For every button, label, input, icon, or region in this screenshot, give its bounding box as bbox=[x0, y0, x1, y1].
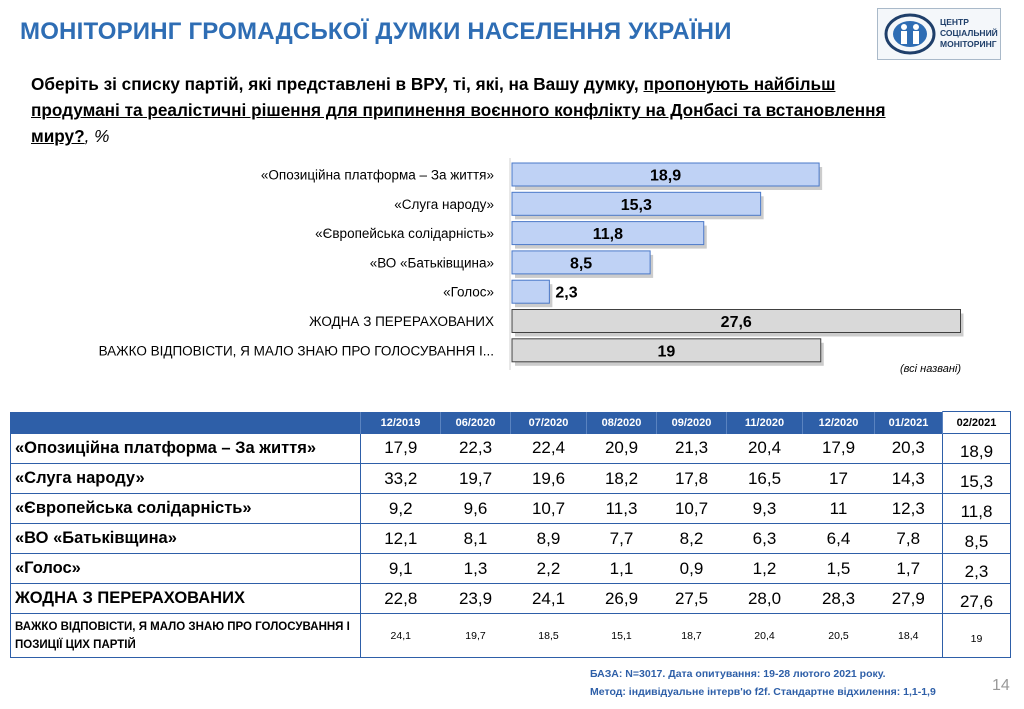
table-cell: 19,6 bbox=[511, 464, 587, 494]
table-cell: 27,5 bbox=[657, 584, 727, 614]
table-cell: 12,3 bbox=[875, 494, 943, 524]
table-cell: 8,1 bbox=[441, 524, 511, 554]
row-label: «Слуга народу» bbox=[11, 464, 361, 494]
table-cell: 20,5 bbox=[803, 614, 875, 658]
table-cell: 16,5 bbox=[727, 464, 803, 494]
table-cell: 14,3 bbox=[875, 464, 943, 494]
category-label: «ВО «Батьківщина» bbox=[369, 255, 494, 271]
table-cell: 2,2 bbox=[511, 554, 587, 584]
table-cell: 18,9 bbox=[943, 434, 1011, 464]
table-cell: 20,4 bbox=[727, 614, 803, 658]
table-cell: 2,3 bbox=[943, 554, 1011, 584]
bar-chart bbox=[0, 158, 1024, 378]
table-cell: 10,7 bbox=[511, 494, 587, 524]
table-cell: 11,3 bbox=[587, 494, 657, 524]
logo-text bbox=[940, 17, 998, 50]
table-cell: 27,6 bbox=[943, 584, 1011, 614]
table-cell: 15,3 bbox=[943, 464, 1011, 494]
category-label: «Європейська солідарність» bbox=[315, 226, 494, 242]
table-cell: 19,7 bbox=[441, 464, 511, 494]
table-cell: 19,7 bbox=[441, 614, 511, 658]
table-cell: 9,2 bbox=[361, 494, 441, 524]
table-cell: 1,3 bbox=[441, 554, 511, 584]
table-cell: 17,8 bbox=[657, 464, 727, 494]
table-cell: 10,7 bbox=[657, 494, 727, 524]
table-cell: 17 bbox=[803, 464, 875, 494]
logo-line: ЦЕНТР bbox=[940, 17, 969, 27]
table-cell: 19 bbox=[943, 614, 1011, 658]
column-header: 06/2020 bbox=[441, 412, 511, 434]
table-cell: 1,5 bbox=[803, 554, 875, 584]
value-label: 11,8 bbox=[592, 226, 624, 244]
table-row bbox=[11, 464, 1011, 494]
value-label: 18,9 bbox=[649, 167, 682, 185]
table-cell: 28,0 bbox=[727, 584, 803, 614]
table-cell: 1,7 bbox=[875, 554, 943, 584]
table-cell: 18,5 bbox=[511, 614, 587, 658]
row-label: «ВО «Батьківщина» bbox=[11, 524, 361, 554]
table-cell: 6,3 bbox=[727, 524, 803, 554]
column-header: 01/2021 bbox=[875, 412, 943, 434]
logo-line: СОЦІАЛЬНИЙ bbox=[940, 28, 998, 38]
table-cell: 1,2 bbox=[727, 554, 803, 584]
table-corner-cell bbox=[11, 412, 361, 434]
question-part: Оберіть зі списку партій, які представлені в ВРУ, ті, які, на Вашу думку, bbox=[31, 74, 644, 94]
logo bbox=[877, 8, 1001, 60]
table-cell: 18,4 bbox=[875, 614, 943, 658]
row-label: «Голос» bbox=[11, 554, 361, 584]
table-cell: 9,3 bbox=[727, 494, 803, 524]
column-header: 07/2020 bbox=[511, 412, 587, 434]
column-header: 12/2020 bbox=[803, 412, 875, 434]
question-text bbox=[31, 71, 891, 149]
value-label: 19 bbox=[657, 343, 676, 361]
row-label: ВАЖКО ВІДПОВІСТИ, Я МАЛО ЗНАЮ ПРО ГОЛОСУВАННЯ І ПОЗИЦІЇ ЦИХ ПАРТІЙ bbox=[11, 614, 361, 658]
table-cell: 20,3 bbox=[875, 434, 943, 464]
table-cell: 20,9 bbox=[587, 434, 657, 464]
table-cell: 17,9 bbox=[361, 434, 441, 464]
column-header: 12/2019 bbox=[361, 412, 441, 434]
table-cell: 1,1 bbox=[587, 554, 657, 584]
page-title: МОНІТОРИНГ ГРОМАДСЬКОЇ ДУМКИ НАСЕЛЕННЯ УКРАЇНИ bbox=[20, 18, 732, 45]
chart-note: (всі названі) bbox=[900, 363, 961, 375]
table-cell: 9,1 bbox=[361, 554, 441, 584]
column-header: 11/2020 bbox=[727, 412, 803, 434]
table-cell: 15,1 bbox=[587, 614, 657, 658]
footer-base: БАЗА: N=3017. Дата опитування: 19-28 лютого 2021 року. bbox=[590, 668, 886, 680]
table-cell: 23,9 bbox=[441, 584, 511, 614]
row-label: «Європейська солідарність» bbox=[11, 494, 361, 524]
column-header: 09/2020 bbox=[657, 412, 727, 434]
table-cell: 27,9 bbox=[875, 584, 943, 614]
table-cell: 22,8 bbox=[361, 584, 441, 614]
table-cell: 20,4 bbox=[727, 434, 803, 464]
table-cell: 22,4 bbox=[511, 434, 587, 464]
table-body bbox=[11, 434, 1011, 658]
table-row bbox=[11, 584, 1011, 614]
table-cell: 28,3 bbox=[803, 584, 875, 614]
table-row bbox=[11, 554, 1011, 584]
category-label: «Слуга народу» bbox=[394, 196, 494, 212]
row-label: «Опозиційна платформа – За життя» bbox=[11, 434, 361, 464]
table-cell: 7,8 bbox=[875, 524, 943, 554]
table-header-row bbox=[11, 412, 1011, 434]
table-cell: 11,8 bbox=[943, 494, 1011, 524]
table-cell: 7,7 bbox=[587, 524, 657, 554]
logo-line: МОНІТОРИНГ bbox=[940, 39, 997, 49]
table-row bbox=[11, 524, 1011, 554]
data-table bbox=[10, 411, 1011, 658]
table-cell: 18,2 bbox=[587, 464, 657, 494]
value-label: 8,5 bbox=[569, 255, 593, 273]
category-label: ВАЖКО ВІДПОВІСТИ, Я МАЛО ЗНАЮ ПРО ГОЛОСУВАННЯ І... bbox=[98, 343, 494, 359]
question-suffix: , % bbox=[84, 126, 110, 146]
table-cell: 26,9 bbox=[587, 584, 657, 614]
column-header: 08/2020 bbox=[587, 412, 657, 434]
table-row bbox=[11, 494, 1011, 524]
table-cell: 18,7 bbox=[657, 614, 727, 658]
table-cell: 22,3 bbox=[441, 434, 511, 464]
value-label: 2,3 bbox=[555, 284, 578, 302]
footer bbox=[590, 665, 936, 701]
footer-method: Метод: індивідуальне інтерв'ю f2f. Стандартне відхилення: 1,1-1,9 bbox=[590, 686, 936, 698]
table-cell: 33,2 bbox=[361, 464, 441, 494]
category-label: «Опозиційна платформа – За життя» bbox=[260, 167, 494, 183]
logo-icon bbox=[884, 13, 936, 55]
column-header: 02/2021 bbox=[943, 412, 1011, 434]
table-cell: 11 bbox=[803, 494, 875, 524]
category-label: «Голос» bbox=[443, 284, 494, 300]
table-cell: 8,5 bbox=[943, 524, 1011, 554]
page-number: 14 bbox=[992, 677, 1010, 694]
value-label: 15,3 bbox=[620, 196, 652, 214]
table-cell: 21,3 bbox=[657, 434, 727, 464]
table-cell: 8,9 bbox=[511, 524, 587, 554]
row-label: ЖОДНА З ПЕРЕРАХОВАНИХ bbox=[11, 584, 361, 614]
table-cell: 6,4 bbox=[803, 524, 875, 554]
bar bbox=[512, 280, 549, 303]
table-cell: 24,1 bbox=[361, 614, 441, 658]
table-cell: 8,2 bbox=[657, 524, 727, 554]
table-cell: 17,9 bbox=[803, 434, 875, 464]
category-label: ЖОДНА З ПЕРЕРАХОВАНИХ bbox=[309, 314, 494, 329]
table-row bbox=[11, 434, 1011, 464]
table-row bbox=[11, 614, 1011, 658]
table-cell: 24,1 bbox=[511, 584, 587, 614]
question-underlined-part: пропонують найбільш продумані та реалістичні рішення для припинення воєнного конфлікту на Донбасі та встановлення миру? bbox=[31, 74, 886, 146]
table-cell: 12,1 bbox=[361, 524, 441, 554]
table-cell: 9,6 bbox=[441, 494, 511, 524]
value-label: 27,6 bbox=[720, 314, 752, 331]
table-cell: 0,9 bbox=[657, 554, 727, 584]
